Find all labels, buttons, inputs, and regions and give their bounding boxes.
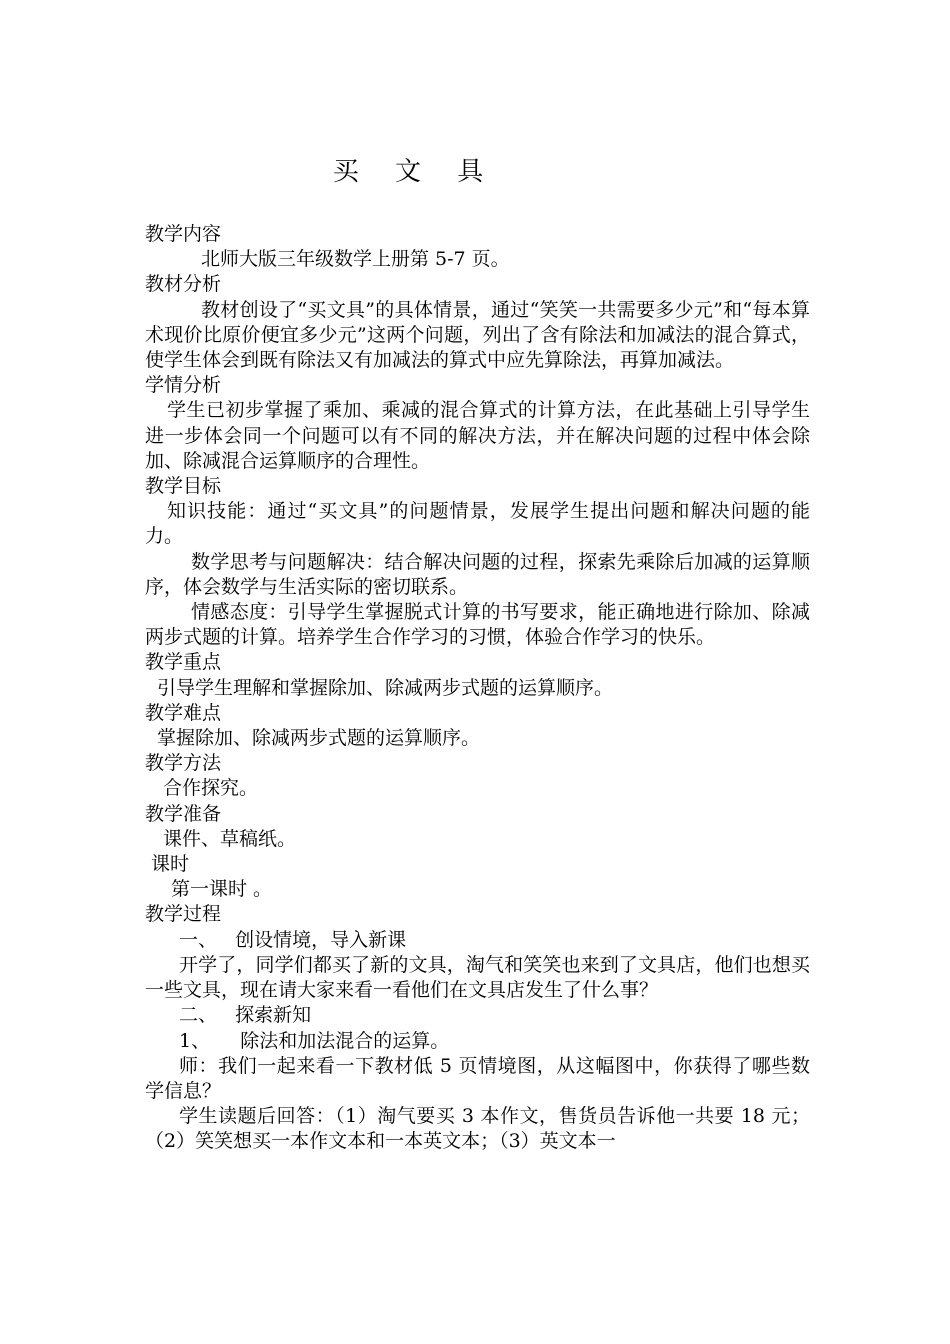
section-heading-prep: 教学准备 (145, 802, 222, 825)
section-heading-period: 课时 (151, 853, 190, 876)
material-text: 教材创设了“买文具”的具体情景，通过“笑笑一共需要多少元”和“每本算术现价比原价便宜多少元”这两个问题，列出了含有除法和加减法的混合算式，使学生体会到既有除法又有加减法的算式中应先算除法，再算加减法。 (145, 298, 810, 372)
section-heading-method: 教学方法 (145, 752, 222, 775)
process-step-2-1: 1、 除法和加法混合的运算。 (179, 1029, 450, 1052)
section-heading-process: 教学过程 (145, 903, 222, 926)
section-heading-key: 教学重点 (145, 651, 222, 674)
process-step-2: 二、 探索新知 (179, 1004, 312, 1027)
student-text: 学生已初步掌握了乘加、乘减的混合算式的计算方法，在此基础上引导学生进一步体会同一个问题可以有不同的解决方法，并在解决问题的过程中体会除加、除减混合运算顺序的合理性。 (145, 399, 810, 472)
method-text: 合作探究。 (163, 777, 259, 800)
section-heading-material: 教材分析 (145, 273, 222, 296)
process-step-1: 一、 创设情境，导入新课 (179, 928, 407, 951)
document-body (145, 222, 810, 1155)
goal-text-3: 情感态度：引导学生掌握脱式计算的书写要求，能正确地进行除加、除减两步式题的计算。培养学生合作学习的习惯，体验合作学习的快乐。 (145, 601, 810, 649)
period-text: 第一课时 。 (171, 878, 273, 901)
section-heading-difficulty: 教学难点 (145, 701, 222, 724)
prep-text: 课件、草稿纸。 (163, 827, 297, 850)
teacher-question: 师：我们一起来看一下教材低 5 页情境图，从这幅图中，你获得了哪些数学信息？ (145, 1054, 810, 1102)
goal-text-2: 数学思考与问题解决：结合解决问题的过程，探索先乘除后加减的运算顺序，体会数学与生活实际的密切联系。 (145, 550, 810, 598)
goal-text-1: 知识技能：通过“买文具”的问题情景，发展学生提出问题和解决问题的能力。 (145, 500, 810, 548)
student-answer: 学生读题后回答：（1）淘气要买 3 本作文，售货员告诉他一共要 18 元；（2）笑笑想买一本作文本和一本英文本；（3）英文本一 (145, 1105, 810, 1153)
content-text: 北师大版三年级数学上册第 5-7 页。 (201, 248, 510, 271)
page-title: 买 文 具 (332, 157, 498, 187)
key-text: 引导学生理解和掌握除加、除减两步式题的运算顺序。 (157, 676, 614, 699)
section-heading-student: 学情分析 (145, 374, 222, 397)
difficulty-text: 掌握除加、除减两步式题的运算顺序。 (157, 727, 481, 750)
section-heading-goal: 教学目标 (145, 475, 222, 498)
process-step-1-text: 开学了，同学们都买了新的文具，淘气和笑笑也来到了文具店，他们也想买一些文具，现在请大家来看一看他们在文具店发生了什么事？ (145, 953, 810, 1002)
section-heading-content: 教学内容 (145, 223, 222, 245)
